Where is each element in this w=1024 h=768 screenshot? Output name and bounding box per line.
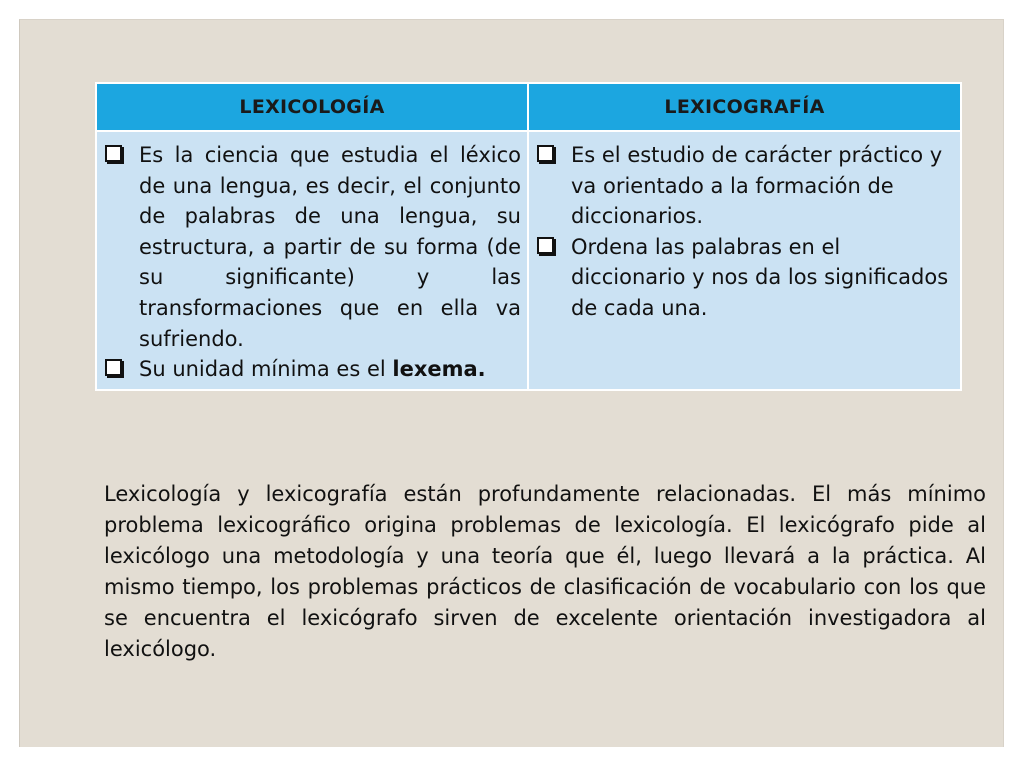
lexicografia-list <box>535 140 954 324</box>
comparison-table <box>95 82 962 391</box>
lexicologia-unit-term: lexema. <box>392 357 486 382</box>
lexicologia-cell <box>96 131 528 390</box>
header-lexicologia: LEXICOLOGÍA <box>96 83 528 131</box>
relationship-paragraph: Lexicología y lexicografía están profundamente relacionadas. El más mínimo problema lexicográfico origina problemas de lexicología. El lexicógrafo pide al lexicólogo una metodología y una teoría que él, luego llevará a la práctica. Al mismo tiempo, los problemas prácticos de clasificación de vocabulario con los que se encuentra el lexicógrafo sirven de excelente orientación investigadora al lexicólogo. <box>104 482 986 661</box>
lexicologia-definition: Es la ciencia que estudia el léxico de una lengua, es decir, el conjunto de palabras de una lengua, su estructura, a partir de su forma (de su significante) y las transformaciones que en ella va sufriendo. <box>139 143 521 351</box>
lexicografia-definition: Es el estudio de carácter práctico y va orientado a la formación de diccionarios. <box>571 143 943 229</box>
list-item <box>535 140 954 232</box>
table-header-row <box>96 83 961 131</box>
list-item <box>103 140 521 354</box>
table-row <box>96 131 961 390</box>
checkbox-bullet-icon <box>537 145 554 162</box>
list-item <box>535 232 954 324</box>
checkbox-bullet-icon <box>105 145 122 162</box>
lexicografia-cell <box>528 131 961 390</box>
header-lexicografia: LEXICOGRAFÍA <box>528 83 961 131</box>
lexicologia-list <box>103 140 521 385</box>
lexicologia-unit-text: Su unidad mínima es el <box>139 357 386 382</box>
lexicografia-function: Ordena las palabras en el diccionario y nos da los significados de cada una. <box>571 234 949 320</box>
slide <box>19 19 1004 747</box>
checkbox-bullet-icon <box>537 237 554 254</box>
checkbox-bullet-icon <box>105 359 122 376</box>
list-item <box>103 354 521 385</box>
